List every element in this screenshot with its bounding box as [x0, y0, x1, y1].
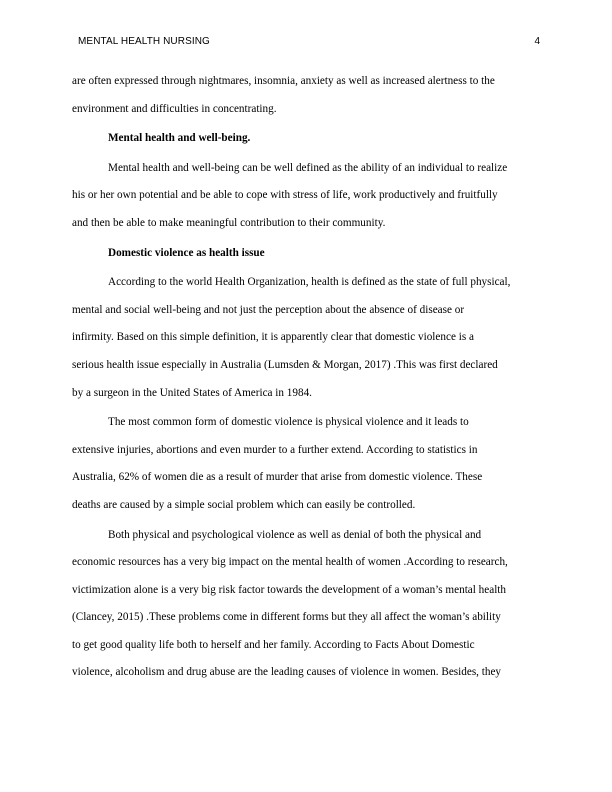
text-line: extensive injuries, abortions and even murder to a further extend. According to statistics in [72, 443, 478, 456]
paragraph-physical-violence [72, 409, 542, 519]
text-line: to get good quality life both to herself and her family. According to Facts About Domestic [72, 638, 475, 651]
text-line: Mental health and well-being can be well defined as the ability of an individual to realize [108, 161, 508, 174]
text-line: infirmity. Based on this simple definition, it is apparently clear that domestic violence is a [72, 331, 474, 344]
text-line: mental and social well-being and not just the perception about the absence of disease or [72, 303, 465, 316]
text-line: violence, alcoholism and drug abuse are the leading causes of violence in women. Besides, they [72, 666, 502, 679]
text-line: (Clancey, 2015) .These problems come in different forms but they all affect the woman’s ability [72, 611, 501, 624]
text-line: are often expressed through nightmares, insomnia, anxiety as well as increased alertness to the [72, 75, 495, 87]
running-head: MENTAL HEALTH NURSING [78, 36, 210, 47]
text-line: his or her own potential and be able to cope with stress of life, work productively and fruitfully [72, 189, 498, 202]
paragraph-mental-health-impact [72, 522, 542, 688]
text-line: Both physical and psychological violence as well as denial of both the physical and [108, 528, 482, 541]
page-number: 4 [534, 36, 540, 47]
text-line: economic resources has a very big impact on the mental health of women .According to research, [72, 556, 508, 569]
text-line: environment and difficulties in concentrating. [72, 102, 277, 115]
section-heading-domestic-violence: Domestic violence as health issue [108, 246, 265, 259]
text-line: victimization alone is a very big risk factor towards the development of a woman’s mental health [72, 583, 507, 596]
text-line: serious health issue especially in Australia (Lumsden & Morgan, 2017) .This was first declared [72, 358, 498, 371]
document-body [72, 68, 542, 687]
text-line: The most common form of domestic violence is physical violence and it leads to [108, 416, 469, 429]
text-line: deaths are caused by a simple social problem which can easily be controlled. [72, 498, 416, 511]
text-line: Australia, 62% of women die as a result of murder that arise from domestic violence. These [72, 471, 483, 484]
paragraph-who-definition [72, 269, 542, 407]
paragraph-mental-health-definition [72, 155, 542, 238]
text-line: by a surgeon in the United States of America in 1984. [72, 386, 312, 399]
intro-paragraph [72, 68, 542, 123]
section-heading-mental-health: Mental health and well-being. [108, 132, 251, 145]
text-line: According to the world Health Organization, health is defined as the state of full physical, [108, 276, 511, 289]
text-line: and then be able to make meaningful contribution to their community. [72, 216, 386, 229]
